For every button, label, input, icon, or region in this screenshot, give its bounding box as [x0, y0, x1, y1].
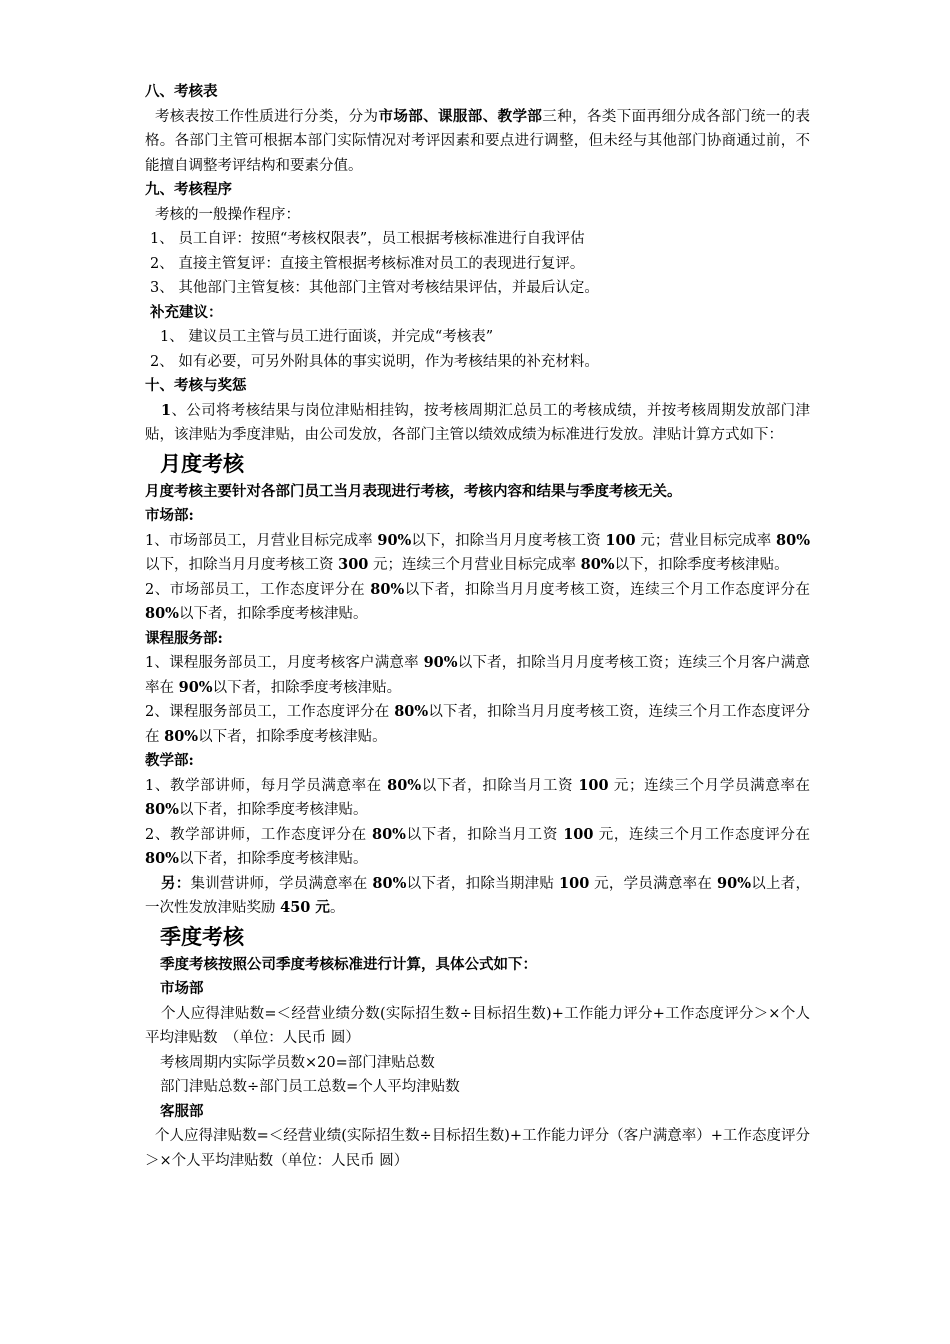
s8-departments: 市场部、课服部、教学部 [378, 107, 543, 125]
teach-heading: 教学部: [145, 752, 194, 769]
s10-text: 、公司将考核结果与岗位津贴相挂钩，按考核周期汇总员工的考核成绩，并按考核周期发放部门津贴，该津贴为季度津贴，由公司发放，各部门主管以绩效成绩为标准进行发放。津贴计算方式如下： [145, 402, 810, 443]
teach-extra: 另：集训营讲师，学员满意率在 80%以下者，扣除当期津贴 100 元，学员满意率在 90%以上者，一次性发放津贴奖励 450 元。 [145, 874, 811, 916]
quarterly-intro: 季度考核按照公司季度考核标准进行计算，具体公式如下： [160, 955, 537, 973]
teach-item-1: 1、教学部讲师，每月学员满意率在 80%以下者，扣除当月工资 100 元；连续三个月学员满意率在 80%以下者，扣除季度考核津贴。 [145, 776, 810, 818]
quarterly-line-1: 考核周期内实际学员数×20=部门津贴总数 [160, 1054, 435, 1071]
quarterly-cs-formula: 个人应得津贴数=＜经营业绩(实际招生数÷目标招生数)+工作能力评分（客户满意率）+工作态度评分＞×个人平均津贴数（单位：人民币 圆） [145, 1128, 810, 1169]
course-heading: 课程服务部: [145, 629, 223, 647]
document-page [145, 80, 810, 1173]
supplement-item: 2、 如有必要，可另外附具体的事实说明，作为考核结果的补充材料。 [150, 353, 599, 370]
section-8-heading: 八、考核表 [145, 83, 218, 100]
procedure-step: 3、 其他部门主管复核：其他部门主管对考核结果评估，并最后认定。 [150, 280, 599, 296]
quarterly-cs-heading: 客服部 [160, 1102, 204, 1120]
supplement-item: 1、 建议员工主管与员工进行面谈，并完成“考核表” [160, 329, 494, 345]
item-number: 1 [161, 401, 172, 419]
procedure-step: 1、 员工自评：按照“考核权限表”，员工根据考核标准进行自我评估 [150, 231, 585, 247]
section-9-heading: 九、考核程序 [145, 181, 232, 198]
section-8-paragraph [145, 105, 810, 179]
quarterly-market-heading: 市场部 [160, 980, 204, 997]
supplement-heading: 补充建议： [150, 303, 223, 321]
section-10-paragraph [145, 399, 810, 448]
quarterly-line-2: 部门津贴总数÷部门员工总数=个人平均津贴数 [160, 1079, 460, 1095]
monthly-intro: 月度考核主要针对各部门员工当月表现进行考核，考核内容和结果与季度考核无关。 [145, 482, 682, 500]
procedure-intro: 考核的一般操作程序： [155, 206, 300, 223]
monthly-title: 月度考核 [160, 450, 244, 476]
market-heading: 市场部: [145, 507, 194, 524]
course-item-1: 1、课程服务部员工，月度考核客户满意率 90%以下者，扣除当月月度考核工资；连续三个月客户满意率在 90%以下者，扣除季度考核津贴。 [145, 654, 810, 696]
s8-text-2: 三种，各类下面再细分成各部门统一的表格。各部门主管可根据本部门实际情况对考评因素和要点进行调整，但未经与其他部门协商通过前，不能擅自调整考评结构和要素分值。 [145, 108, 811, 174]
procedure-step: 2、 直接主管复评：直接主管根据考核标准对员工的表现进行复评。 [150, 255, 585, 272]
teach-item-2: 2、教学部讲师，工作态度评分在 80%以下者，扣除当月工资 100 元，连续三个月工作态度评分在 80%以下者，扣除季度考核津贴。 [145, 825, 810, 867]
section-10-heading: 十、考核与奖惩 [145, 377, 247, 394]
quarterly-market-formula: 个人应得津贴数=＜经营业绩分数(实际招生数÷目标招生数)+工作能力评分+工作态度评分＞×个人平均津贴数 （单位：人民币 圆） [145, 1005, 810, 1046]
course-item-2: 2、课程服务部员工，工作态度评分在 80%以下者，扣除当月月度考核工资，连续三个月工作态度评分在 80%以下者，扣除季度考核津贴。 [145, 703, 810, 745]
market-item-1: 1、市场部员工，月营业目标完成率 90%以下，扣除当月月度考核工资 100 元；营业目标完成率 80%以下，扣除当月月度考核工资 300 元；连续三个月营业目标完成率 80%以下，扣除季度考核津贴。 [145, 531, 811, 573]
market-item-2: 2、市场部员工，工作态度评分在 80%以下者，扣除当月月度考核工资，连续三个月工作态度评分在 80%以下者，扣除季度考核津贴。 [145, 580, 810, 622]
s8-text-1: 考核表按工作性质进行分类，分为 [155, 108, 379, 125]
quarterly-title: 季度考核 [160, 923, 244, 949]
